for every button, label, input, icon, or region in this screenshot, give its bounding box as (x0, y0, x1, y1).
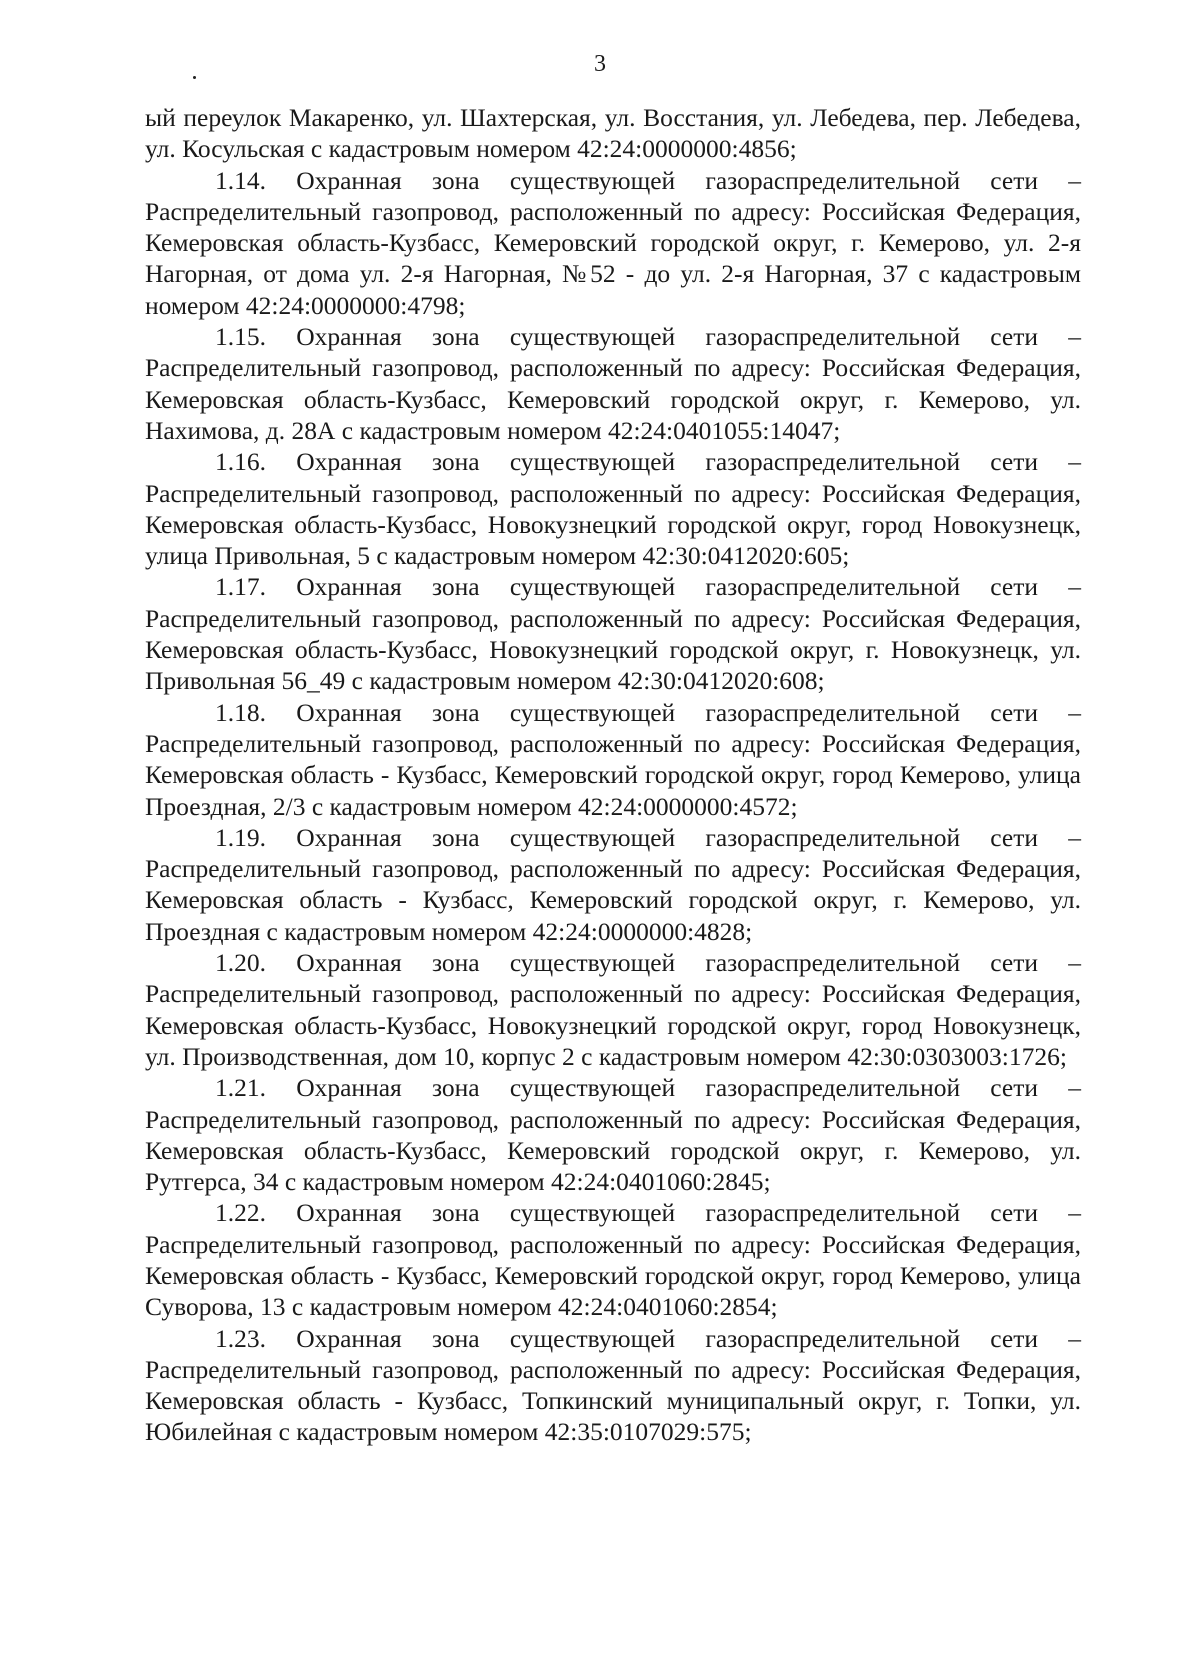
document-body (145, 102, 1081, 1448)
item-number: 1.22. (215, 1198, 266, 1228)
item-text: Охранная зона существующей газораспределительной сети – Распределительный газопровод, расположенный по адресу: Российская Федерация, Кемеровская область-Кузбасс, Новокузнецкий городской округ, город Новокузнецк, ул. Производственная, дом 10, корпус 2 с кадастровым номером 42:30:0303003:1726; (145, 948, 1081, 1071)
item-text: Охранная зона существующей газораспределительной сети – Распределительный газопровод, расположенный по адресу: Российская Федерация, Кемеровская область-Кузбасс, Новокузнецкий городской округ, г. Новокузнецк, ул. Привольная 56_49 с кадастровым номером 42:30:0412020:608; (145, 572, 1081, 696)
list-item (145, 822, 1081, 947)
item-text: Охранная зона существующей газораспределительной сети – Распределительный газопровод, расположенный по адресу: Российская Федерация, Кемеровская область - Кузбасс, Кемеровский городской округ, город Кемерово, улица Суворова, 13 с кадастровым номером 42:24:0401060:2854; (145, 1198, 1081, 1322)
list-item (145, 947, 1081, 1072)
item-number: 1.17. (215, 572, 266, 602)
list-item (145, 1323, 1081, 1448)
list-item (145, 1072, 1081, 1197)
item-text: Охранная зона существующей газораспределительной сети – Распределительный газопровод, расположенный по адресу: Российская Федерация, Кемеровская область - Кузбасс, Топкинский муниципальный округ, г. Топки, ул. Юбилейная с кадастровым номером 42:35:0107029:575; (145, 1323, 1081, 1447)
item-number: 1.14. (215, 165, 266, 195)
list-item (145, 446, 1081, 571)
list-item (145, 321, 1081, 446)
item-number: 1.21. (215, 1073, 266, 1103)
item-text: Охранная зона существующей газораспределительной сети – Распределительный газопровод, расположенный по адресу: Российская Федерация, Кемеровская область-Кузбасс, Кемеровский городской округ, г. Кемерово, ул. 2-я Нагорная, от дома ул. 2-я Нагорная, №52 - до ул. 2-я Нагорная, 37 с кадастровым номером 42:24:0000000:4798; (145, 165, 1081, 320)
item-number: 1.19. (215, 822, 266, 852)
item-number: 1.20. (215, 948, 266, 978)
list-item (145, 1197, 1081, 1322)
page-number: 3 (594, 51, 606, 77)
item-text: Охранная зона существующей газораспределительной сети – Распределительный газопровод, расположенный по адресу: Российская Федерация, Кемеровская область-Кузбасс, Новокузнецкий городской округ, город Новокузнецк, улица Привольная, 5 с кадастровым номером 42:30:0412020:605; (145, 447, 1081, 571)
item-text: Охранная зона существующей газораспределительной сети – Распределительный газопровод, расположенный по адресу: Российская Федерация, Кемеровская область - Кузбасс, Кемеровский городской округ, г. Кемерово, ул. Проездная с кадастровым номером 42:24:0000000:4828; (145, 822, 1081, 946)
item-text: Охранная зона существующей газораспределительной сети – Распределительный газопровод, расположенный по адресу: Российская Федерация, Кемеровская область-Кузбасс, Кемеровский городской округ, г. Кемерово, ул. Рутгерса, 34 с кадастровым номером 42:24:0401060:2845; (145, 1073, 1081, 1197)
list-item (145, 697, 1081, 822)
item-number: 1.23. (215, 1323, 266, 1353)
item-number: 1.18. (215, 697, 266, 727)
item-number: 1.16. (215, 447, 266, 477)
item-number: 1.15. (215, 322, 266, 352)
item-text: Охранная зона существующей газораспределительной сети – Распределительный газопровод, расположенный по адресу: Российская Федерация, Кемеровская область-Кузбасс, Кемеровский городской округ, г. Кемерово, ул. Нахимова, д. 28А с кадастровым номером 42:24:0401055:14047; (145, 322, 1081, 445)
list-item (145, 571, 1081, 696)
item-text: Охранная зона существующей газораспределительной сети – Распределительный газопровод, расположенный по адресу: Российская Федерация, Кемеровская область - Кузбасс, Кемеровский городской округ, город Кемерово, улица Проездная, 2/3 с кадастровым номером 42:24:0000000:4572; (145, 697, 1081, 821)
list-item (145, 165, 1081, 321)
continuation-paragraph: ый переулок Макаренко, ул. Шахтерская, ул. Восстания, ул. Лебедева, пер. Лебедева, ул. Косульская с кадастровым номером 42:24:0000000:4856; (145, 103, 1081, 164)
